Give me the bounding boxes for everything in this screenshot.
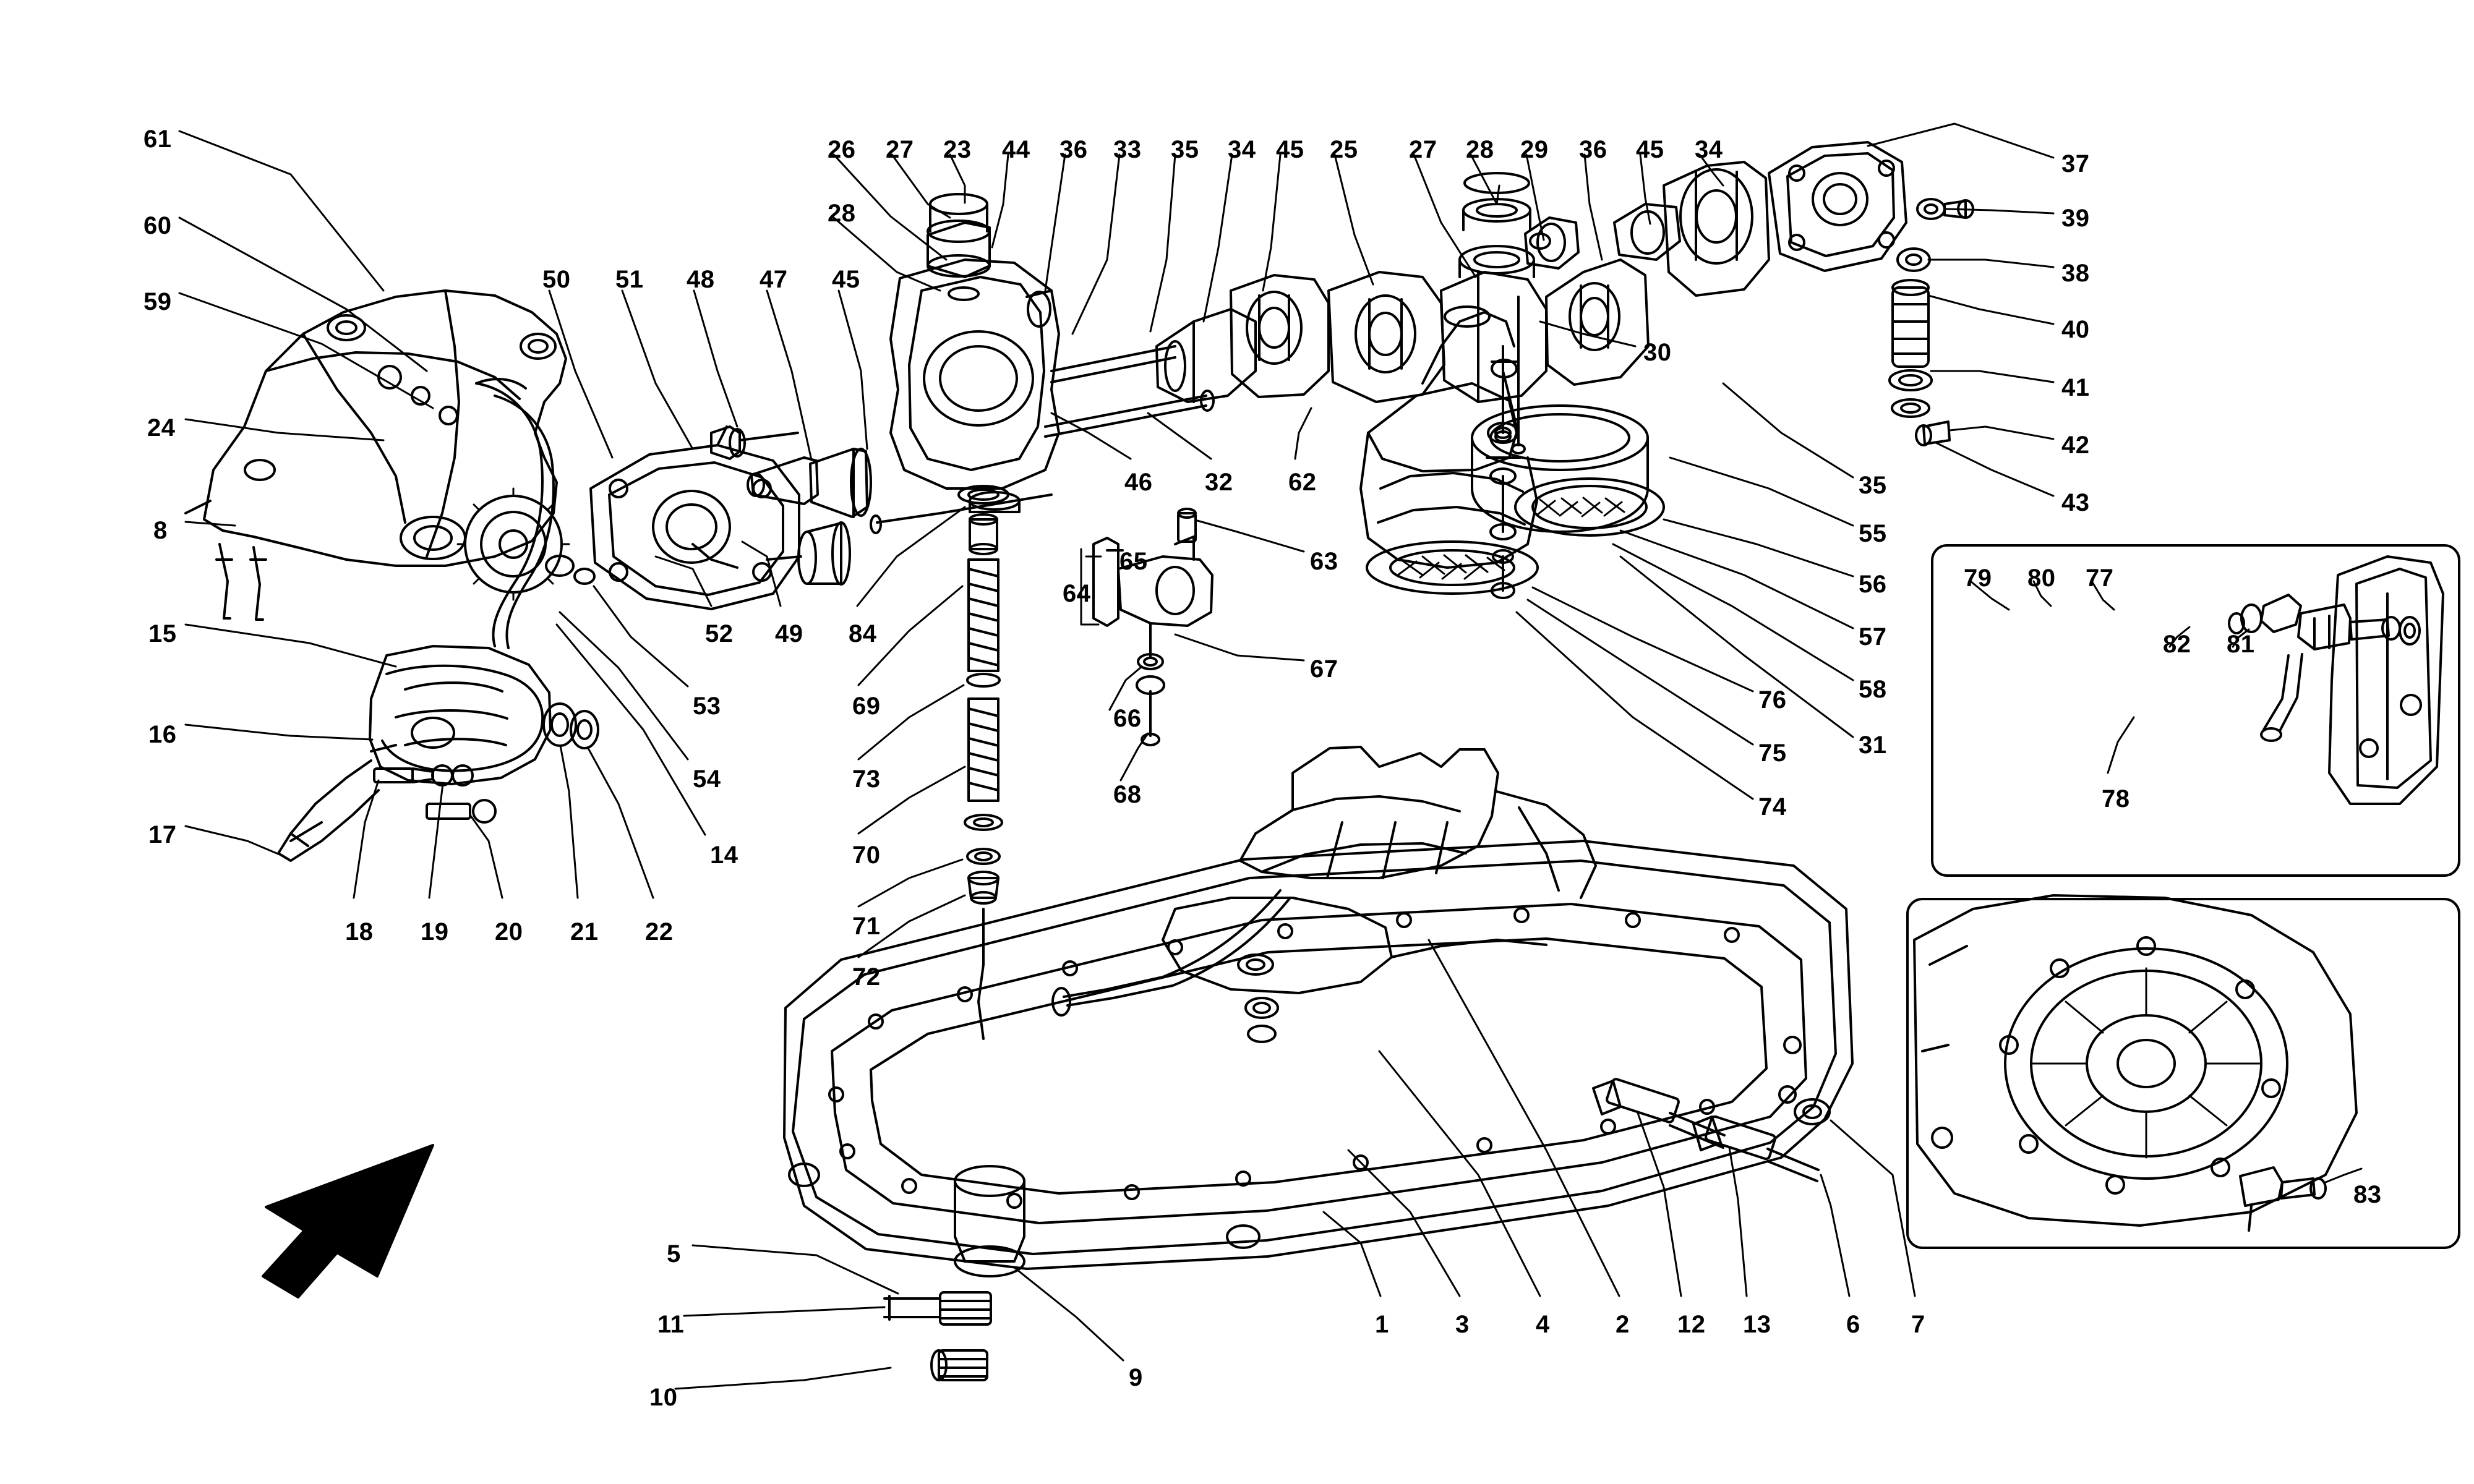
pressure-relief-valve-column [959,486,1008,1039]
callout-77: 77 [2086,565,2114,592]
oil-sump-pan [784,747,1852,1380]
callout-39: 39 [2061,205,2090,232]
callout-59: 59 [143,288,172,315]
callout-47: 47 [760,266,788,293]
callout-10: 10 [649,1384,678,1411]
callout-33: 33 [1113,136,1142,163]
callout-14: 14 [710,842,738,869]
callout-34: 34 [1228,136,1256,163]
callout-61: 61 [143,126,172,153]
callout-36-b: 36 [1579,136,1607,163]
callout-11: 11 [657,1311,685,1338]
callout-84: 84 [849,620,877,647]
inset-pressure-switch-frame [1931,544,2460,877]
callout-81: 81 [2227,631,2255,658]
callout-3: 3 [1455,1311,1470,1338]
callout-41: 41 [2061,374,2090,401]
callout-49: 49 [775,620,803,647]
callout-51: 51 [615,266,644,293]
callout-62: 62 [1288,469,1317,496]
callout-60: 60 [143,212,172,239]
callout-34-b: 34 [1695,136,1723,163]
callout-28-b: 28 [828,200,856,227]
callout-46: 46 [1124,469,1153,496]
callout-13: 13 [1743,1311,1771,1338]
callout-35-b: 35 [1859,472,1887,499]
right-fastener-stack [1890,199,1973,445]
callout-28: 28 [1466,136,1494,163]
callout-19: 19 [421,918,449,945]
callout-74: 74 [1758,793,1787,821]
front-cover-housing [186,291,566,620]
callout-16: 16 [148,721,177,748]
callout-64: 64 [1063,580,1091,607]
callout-23: 23 [943,136,972,163]
callout-18: 18 [345,918,374,945]
callout-29: 29 [1520,136,1549,163]
callout-82: 82 [2163,631,2191,658]
callout-63: 63 [1310,548,1338,575]
callout-12: 12 [1677,1311,1706,1338]
callout-45: 45 [832,266,860,293]
callout-68: 68 [1113,781,1142,808]
callout-27-b: 27 [1409,136,1437,163]
callout-6: 6 [1846,1311,1860,1338]
oil-pump-gear-set [1157,173,1550,453]
callout-70: 70 [852,842,881,869]
callout-54: 54 [693,765,721,793]
callout-36: 36 [1059,136,1088,163]
callout-40: 40 [2061,316,2090,343]
callout-52: 52 [705,620,734,647]
callout-26: 26 [828,136,856,163]
callout-57: 57 [1859,623,1887,650]
oil-pump-main-housing [871,194,1213,533]
callout-80: 80 [2027,565,2056,592]
callout-1: 1 [1375,1311,1389,1338]
oil-pump-cover-plate [591,427,799,609]
callout-79: 79 [1964,565,1992,592]
callout-83: 83 [2353,1181,2382,1208]
callout-30: 30 [1643,339,1672,366]
callout-25: 25 [1330,136,1358,163]
callout-42: 42 [2061,432,2090,459]
callout-9: 9 [1129,1364,1143,1391]
callout-4: 4 [1536,1311,1550,1338]
oil-pump-rear-cover [1525,142,1906,385]
callout-2: 2 [1616,1311,1630,1338]
callout-56: 56 [1859,571,1887,598]
callout-38: 38 [2061,260,2090,287]
callout-8: 8 [153,517,168,544]
direction-arrow [263,1145,433,1297]
callout-35: 35 [1171,136,1199,163]
timing-chain-and-sprocket [458,379,594,648]
callout-45-c: 45 [1636,136,1664,163]
relief-valve-bracket [1094,509,1212,745]
callout-31: 31 [1859,731,1887,759]
callout-76: 76 [1758,686,1787,714]
callout-43: 43 [2061,489,2090,516]
callout-71: 71 [852,913,881,940]
callout-73: 73 [852,765,881,793]
callout-48: 48 [687,266,715,293]
callout-66: 66 [1113,705,1142,732]
callout-20: 20 [495,918,523,945]
callout-37: 37 [2061,150,2090,177]
callout-21: 21 [570,918,599,945]
callout-72: 72 [852,963,881,991]
callout-44: 44 [1002,136,1030,163]
callout-22: 22 [645,918,674,945]
callout-45-b: 45 [1276,136,1304,163]
callout-69: 69 [852,693,881,720]
callout-32: 32 [1205,469,1233,496]
callout-58: 58 [1859,676,1887,703]
callout-50: 50 [542,266,571,293]
oil-pickup-and-filter [1361,307,1664,598]
callout-27: 27 [886,136,914,163]
callout-67: 67 [1310,655,1338,683]
callout-75: 75 [1758,740,1787,767]
callout-15: 15 [148,620,177,647]
callout-53: 53 [693,693,721,720]
callout-5: 5 [667,1240,681,1268]
callout-17: 17 [148,821,177,848]
callout-65: 65 [1119,548,1148,575]
callout-78: 78 [2102,785,2130,812]
callout-55: 55 [1859,520,1887,547]
callout-7: 7 [1911,1311,1925,1338]
callout-24: 24 [147,414,176,441]
